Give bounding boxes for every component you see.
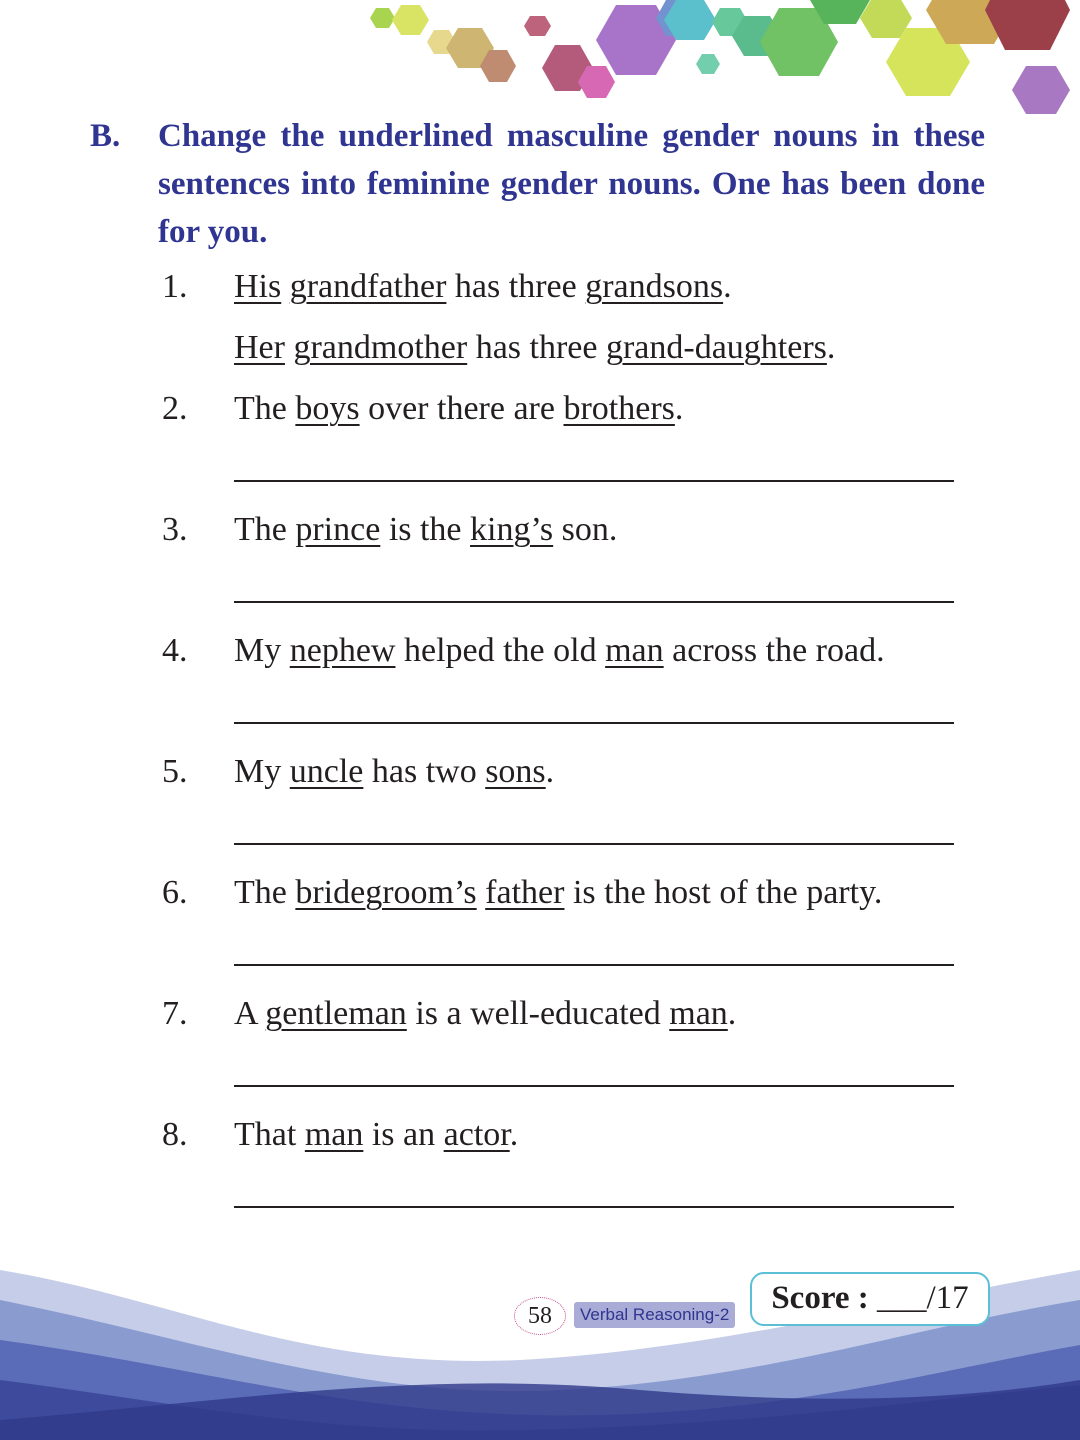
sentence [234,390,683,428]
item-number: 1. [162,268,188,305]
underlined-noun: man [669,995,728,1032]
item-number: 7. [162,995,188,1032]
sentence-text: across the road. [663,632,885,669]
sentence-text [281,268,290,305]
sentence-text: is a well-educated [406,995,670,1032]
underlined-noun: actor [443,1116,510,1153]
sentence-text: is an [363,1116,444,1153]
section-label: B. [90,118,121,154]
underlined-noun: His [234,268,282,305]
underlined-noun: gentleman [265,995,407,1032]
underlined-noun: king’s [470,511,554,548]
underlined-noun: bridegroom’s [295,874,477,911]
sentence-text: has three [467,329,606,366]
underlined-noun: grandmother [293,329,468,366]
sentence [234,511,617,549]
underlined-noun: sons [485,753,546,790]
exercise-instruction [90,112,985,256]
underlined-noun: prince [295,511,381,548]
sentence-text: is the [380,511,471,548]
item-number: 2. [162,390,188,427]
underlined-noun: grandfather [289,268,447,305]
answer-line[interactable] [234,722,954,724]
sentence-text: A [234,995,266,1032]
sentence-text: helped the old [395,632,606,669]
score-box [750,1272,990,1326]
underlined-noun: man [304,1116,364,1153]
underlined-noun: grand-daughters [605,329,827,366]
answer-line[interactable] [234,964,954,966]
underlined-noun: nephew [289,632,396,669]
underlined-noun: Her [234,329,285,366]
underlined-noun: father [485,874,565,911]
sentence-text: has three [446,268,586,305]
sentence-text: . [727,995,737,1032]
sentence-text: . [545,753,555,790]
sentence-text: That [234,1116,305,1153]
underlined-noun: man [605,632,664,669]
answer-line[interactable] [234,843,954,845]
sentence [234,753,554,791]
page-number: 58 [514,1297,566,1335]
instruction-text: Change the underlined masculine gender nouns in these sentences into feminine gender nouns. One has been done for you. [158,118,985,250]
sentence [234,995,736,1033]
item-number: 8. [162,1116,188,1153]
sentence-text: is the host of the party. [564,874,883,911]
item-number: 6. [162,874,188,911]
score-label: Score : [771,1280,869,1316]
sentence-text: My [234,753,290,790]
sentence-text: . [509,1116,519,1153]
item-number: 3. [162,511,188,548]
answer-line[interactable] [234,1085,954,1087]
sentence-text [477,874,486,911]
example-answer [234,329,835,367]
underlined-noun: grandsons [585,268,724,305]
hexagon-decoration [0,0,1080,130]
sentence-text: My [234,632,290,669]
sentence [234,1116,518,1154]
sentence-text: The [234,874,296,911]
sentence [234,874,882,912]
sentence-text: has two [363,753,486,790]
sentence [234,268,732,306]
answer-line[interactable] [234,1206,954,1208]
underlined-noun: uncle [289,753,364,790]
underlined-noun: boys [295,390,360,427]
sentence-text: The [234,390,296,427]
answer-line[interactable] [234,601,954,603]
answer-line[interactable] [234,480,954,482]
sentence-text: . [723,268,732,305]
sentence [234,632,885,670]
book-title: Verbal Reasoning-2 [574,1302,735,1328]
item-number: 5. [162,753,188,790]
sentence-text: . [826,329,836,366]
sentence-text: . [674,390,684,427]
sentence-text: over there are [359,390,564,427]
sentence-text: The [234,511,296,548]
underlined-noun: brothers [563,390,675,427]
score-value: ___/17 [877,1280,969,1316]
item-number: 4. [162,632,188,669]
sentence-text: son. [553,511,618,548]
